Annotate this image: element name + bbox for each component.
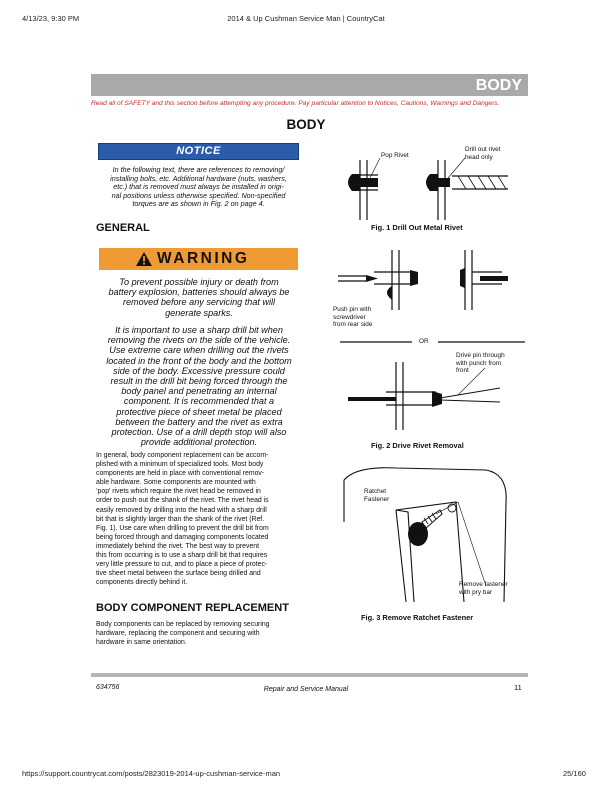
body-line: Fig. 1). Use care when drilling to prevent the drill bit from: [96, 524, 269, 532]
warning-line: battery explosion, batteries should always be: [108, 287, 290, 298]
fig3-label-remove: [459, 581, 508, 596]
fig1-label-line: Drill out rivet: [465, 146, 501, 153]
notice-label: NOTICE: [176, 145, 221, 157]
bcr-line: hardware in same orientation.: [96, 639, 187, 647]
bcr-heading: BODY COMPONENT REPLACEMENT: [96, 602, 289, 614]
print-url[interactable]: https://support.countrycat.com/posts/2823019-2014-up-cushman-service-man: [22, 769, 281, 778]
print-page-count: 25/160: [563, 769, 586, 778]
footer-rule: [91, 673, 528, 677]
body-line: immediately behind the rivet. The best way to prevent: [96, 542, 260, 550]
fig3-label-line: Remove fastener: [459, 581, 508, 588]
body-line: this from occurring is to use a sharp drill bit that requires: [96, 552, 268, 560]
fig2-drawing: [330, 250, 530, 440]
section-banner-label: BODY: [475, 77, 522, 94]
warning-line: protective piece of sheet metal be placed: [116, 406, 282, 417]
body-line: components are held in place with conventional remov-: [96, 470, 265, 478]
warning-line: Use extreme care when drilling out the rivets: [109, 345, 289, 356]
notice-line: nal positions unless otherwise specified. Non-specified: [111, 190, 286, 200]
fig2-caption: Fig. 2 Drive Rivet Removal: [371, 441, 464, 450]
fig2-label-line: Drive pin through: [456, 352, 505, 359]
body-line: bit that is slightly larger than the shank of the rivet (Ref.: [96, 515, 265, 523]
warning-line: removing the rivets on the side of the vehicle.: [107, 335, 291, 346]
body-line: plished with a minimum of specialized tools. Most body: [96, 461, 264, 469]
warning-text-1: [96, 277, 302, 318]
footer-part-number: 634756: [96, 684, 120, 691]
fig3-label-ratchet: [364, 488, 389, 503]
body-line: able hardware. Some components are mounted with: [96, 479, 256, 487]
warning-line: generate sparks.: [165, 307, 233, 318]
fig2-label-line: with punch from: [456, 359, 502, 367]
notice-line: torques are as shown in Fig. 2 on page 4.: [132, 199, 265, 209]
fig3-label-line: with pry bar: [459, 588, 493, 596]
general-body-text: [96, 451, 302, 587]
fig1-caption: Fig. 1 Drill Out Metal Rivet: [371, 223, 463, 232]
warning-line: To prevent possible injury or death from: [119, 277, 279, 287]
fig1-label-drill: [465, 146, 501, 161]
warning-line: component. It is recommended that a: [123, 396, 275, 407]
notice-line: etc.) that is removed must always be installed in origi-: [113, 182, 284, 192]
warning-line: removed before any servicing that will: [122, 297, 276, 308]
fig1-label-pop-rivet: Pop Rivet: [381, 152, 409, 159]
warning-label: WARNING: [157, 250, 250, 267]
body-line: ‘pop’ rivets which require the rivet head be removed in: [96, 488, 261, 496]
body-line: easily removed by drilling into the head with a sharp drill: [96, 506, 267, 514]
warning-triangle-icon: [135, 251, 153, 267]
body-line: components directly behind it.: [96, 579, 188, 587]
fig3-label-line: Fastener: [364, 495, 390, 503]
footer-page-number: 11: [514, 683, 522, 692]
notice-line: In the following text, there are references to removing/: [112, 165, 285, 174]
warning-line: body panel and penetrating an internal: [121, 386, 277, 397]
notice-line: installing bolts, etc. Additional hardware (nuts, washers,: [110, 173, 287, 183]
body-line: order to push out the shank of the rivet. The rivet head is: [96, 497, 269, 505]
bcr-body-text: [96, 620, 302, 647]
footer-manual-title: Repair and Service Manual: [263, 686, 349, 693]
warning-text-2: [96, 325, 302, 447]
bcr-line: Body components can be replaced by removing securing: [96, 621, 270, 628]
fig2-label-line: front: [456, 367, 469, 375]
section-banner: [91, 74, 528, 96]
warning-line: It is important to use a sharp drill bit when: [115, 325, 283, 335]
fig3-caption: Fig. 3 Remove Ratchet Fastener: [361, 613, 474, 622]
print-doc-title: 2014 & Up Cushman Service Man | CountryCat: [227, 14, 385, 23]
warning-line: protection. Use of a drill depth stop will also: [111, 427, 287, 438]
body-line: being forced through and damaging components located: [96, 533, 269, 541]
fig2-label-line: screwdriver: [333, 313, 366, 321]
fig2-label-or: OR: [419, 338, 429, 345]
warning-label-box: [99, 248, 298, 270]
warning-line: provide additional protection.: [140, 437, 258, 448]
fig1-label-line: head only: [465, 153, 493, 161]
fig3-label-line: Ratchet: [364, 488, 387, 495]
bcr-line: hardware, replacing the component and securing with: [96, 630, 260, 638]
warning-line: result in the drill bit being forced through the: [110, 376, 288, 387]
fig2-label-line: Push pin with: [333, 306, 372, 313]
body-line: In general, body component replacement can be accom-: [96, 452, 269, 459]
warning-line: located in the front of the body and the bottom: [106, 355, 292, 366]
safety-note: Read all of SAFETY and this section before attempting any procedure. Pay particular attention to Notices, Cautions, Warnings and Dangers.: [91, 100, 500, 107]
warning-line: side of the body. Excessive pressure could: [113, 365, 285, 376]
body-line: tive sheet metal between the surface being drilled and: [96, 570, 261, 578]
notice-label-box: [98, 143, 299, 160]
fig2-label-drive: [456, 352, 505, 375]
page-title: BODY: [286, 117, 326, 132]
fig2-label-line: from rear side: [333, 321, 373, 329]
body-line: very little pressure to cut, and to place a piece of protec-: [96, 561, 268, 569]
notice-text: [96, 166, 301, 209]
print-datetime: 4/13/23, 9:30 PM: [22, 14, 80, 23]
fig2-label-push: [333, 306, 372, 329]
warning-line: between the battery and the rivet as extra: [115, 416, 283, 427]
general-heading: GENERAL: [96, 222, 150, 234]
